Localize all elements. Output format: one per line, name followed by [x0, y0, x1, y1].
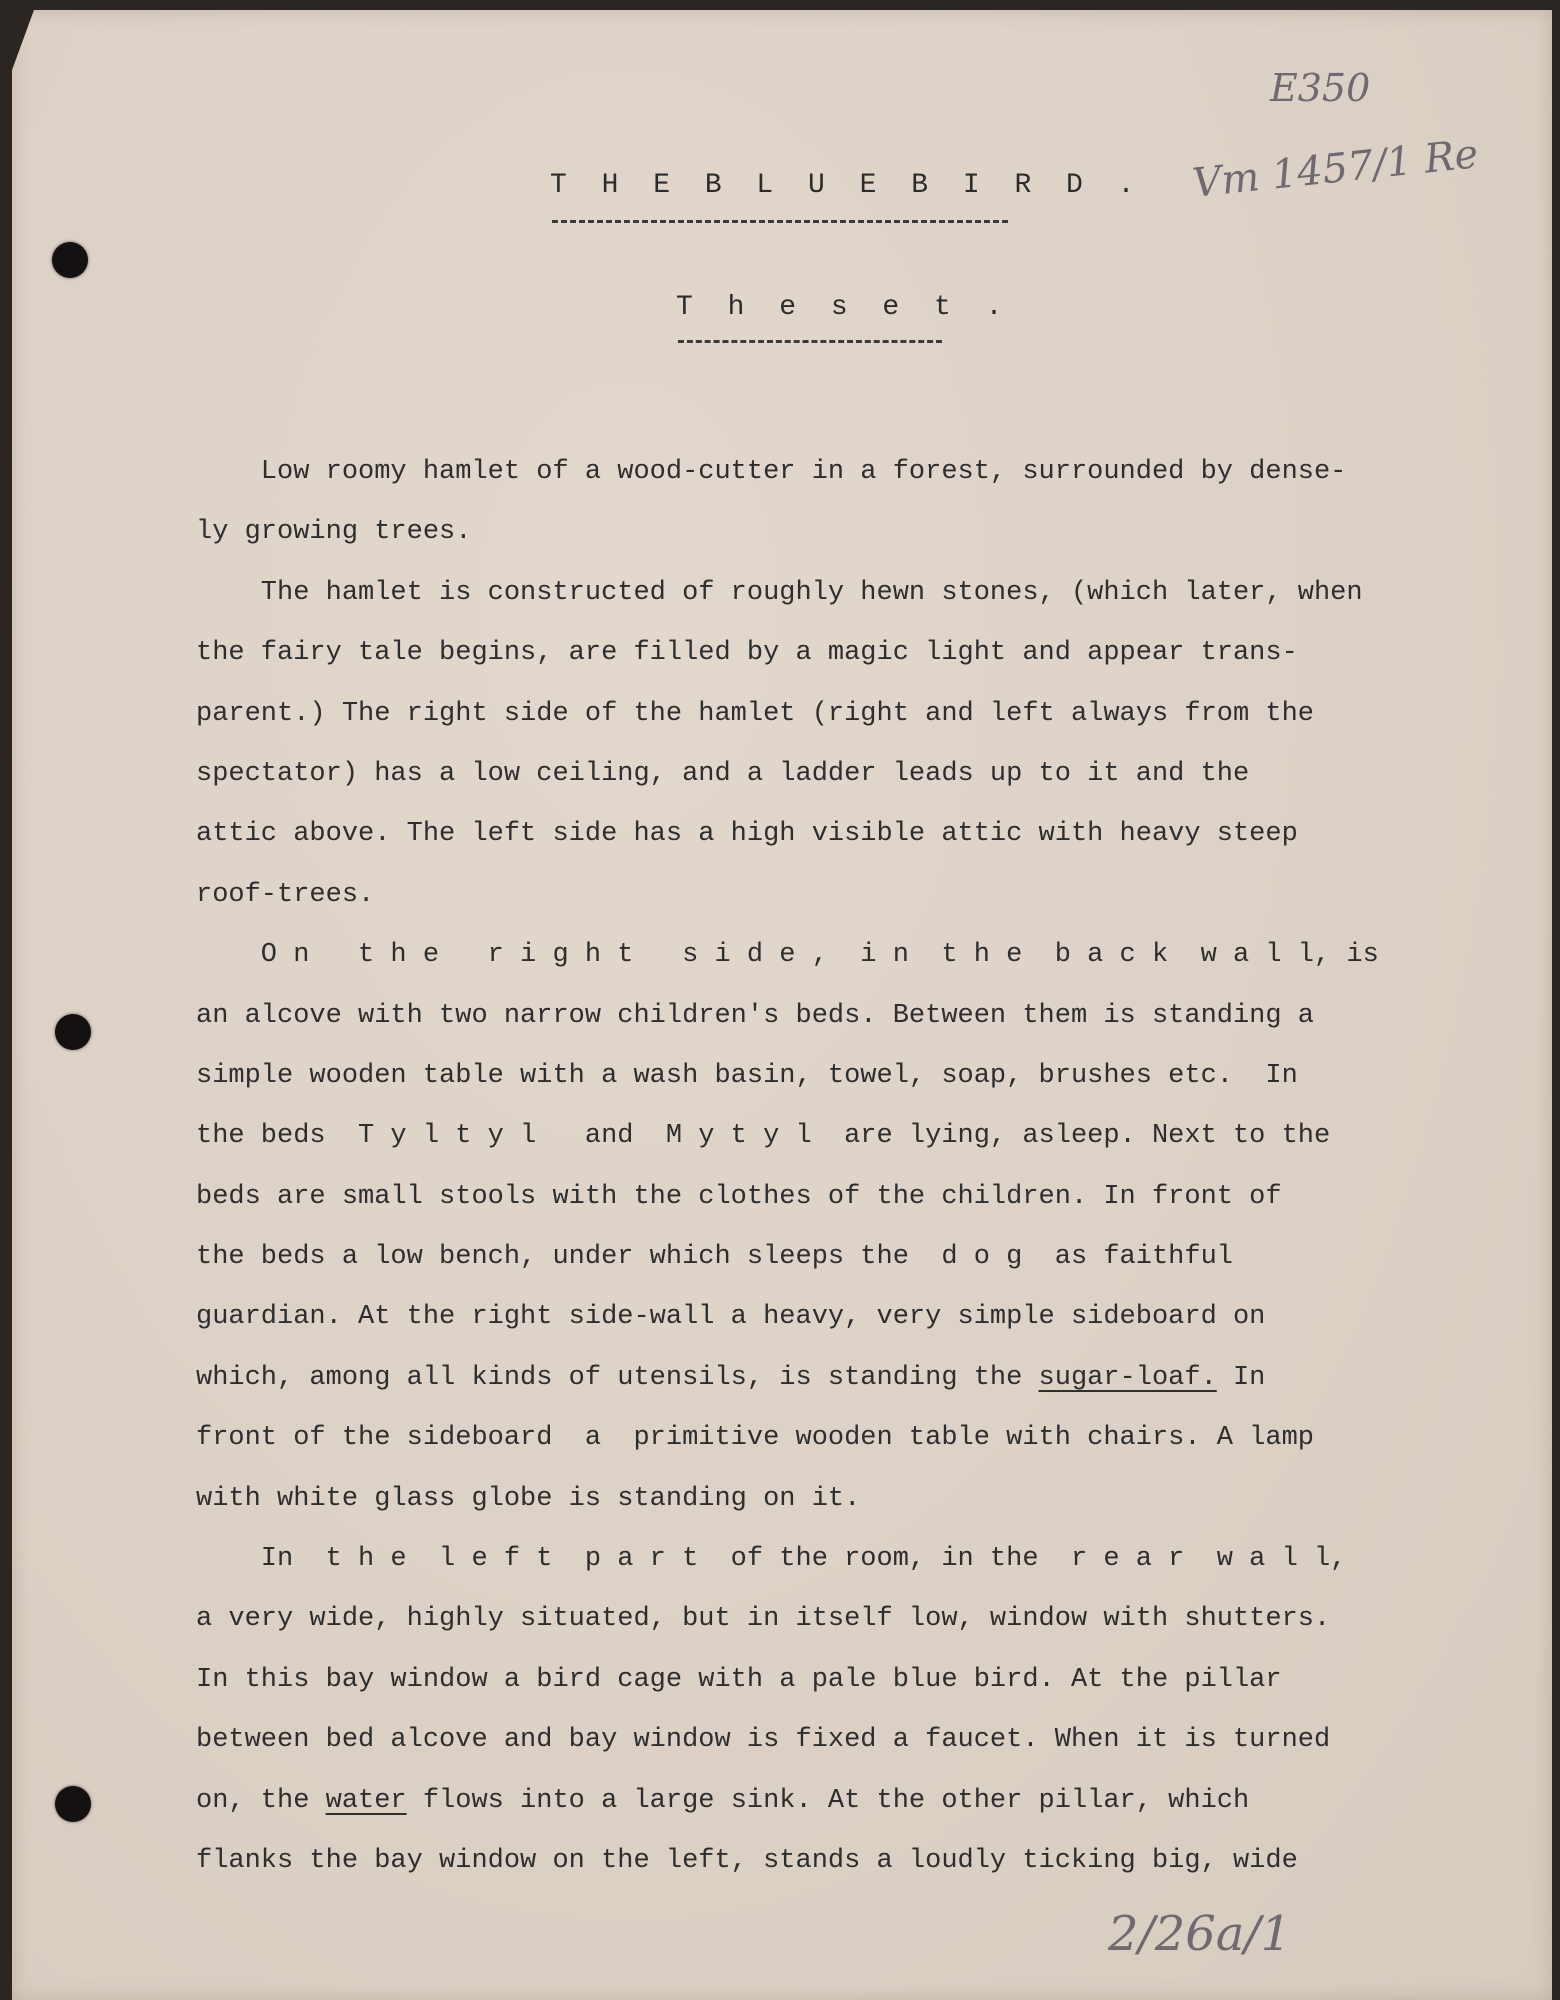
punch-hole-middle — [55, 1014, 91, 1050]
document-title: T H E B L U E B I R D . — [550, 170, 1144, 201]
text-line: parent.) The right side of the hamlet (right and left always from the — [196, 698, 1314, 729]
text-line: the beds a low bench, under which sleeps the d o g as faithful — [196, 1242, 1233, 1273]
text-line-sugar-loaf: which, among all kinds of utensils, is standing the sugar-loaf. In — [196, 1362, 1266, 1393]
text-line: front of the sideboard a primitive wooden table with chairs. A lamp — [196, 1423, 1314, 1454]
text-line: the fairy tale begins, are filled by a magic light and appear trans- — [196, 638, 1298, 669]
text-line: Low roomy hamlet of a wood-cutter in a forest, surrounded by dense- — [196, 457, 1347, 487]
document-body — [196, 442, 1496, 1891]
document-page — [12, 10, 1552, 2000]
text-line: The hamlet is constructed of roughly hewn stones, (which later, when — [196, 577, 1363, 608]
folded-corner — [12, 10, 34, 70]
text-line: In t h e l e f t p a r t of the room, in the r e a r w a l l, — [196, 1544, 1347, 1575]
handwritten-code-bottom: 2/26a/1 — [1108, 1906, 1292, 1962]
text-line: spectator) has a low ceiling, and a ladder leads up to it and the — [196, 758, 1250, 789]
text-line: an alcove with two narrow children's beds. Between them is standing a — [196, 1000, 1314, 1031]
text-line: beds are small stools with the clothes of the children. In front of — [196, 1181, 1282, 1212]
text-line: flanks the bay window on the left, stands a loudly ticking big, wide — [196, 1845, 1298, 1876]
text-line-water: on, the water flows into a large sink. At the other pillar, which — [196, 1785, 1250, 1816]
text-line: between bed alcove and bay window is fixed a faucet. When it is turned — [196, 1725, 1331, 1756]
text-line: In this bay window a bird cage with a pale blue bird. At the pillar — [196, 1664, 1282, 1695]
subtitle-underline — [678, 340, 942, 343]
handwritten-code-top: E350 — [1270, 66, 1371, 110]
text-line: O n t h e r i g h t s i d e , i n t h e b a c k w a l l, is — [196, 940, 1379, 971]
title-underline — [552, 220, 1008, 223]
text-line: with white glass globe is standing on it. — [196, 1483, 861, 1514]
text-line: a very wide, highly situated, but in itself low, window with shutters. — [196, 1604, 1331, 1635]
text-line: attic above. The left side has a high visible attic with heavy steep — [196, 819, 1298, 850]
punch-hole-top — [52, 242, 88, 278]
underlined-water: water — [325, 1785, 407, 1816]
handwritten-archive-ref: Vm 1457/1 Re — [1190, 131, 1481, 207]
document-subtitle: T h e s e t . — [676, 292, 1012, 323]
text-line: the beds T y l t y l and M y t y l are lying, asleep. Next to the — [196, 1121, 1331, 1152]
text-line: simple wooden table with a wash basin, towel, soap, brushes etc. In — [196, 1060, 1298, 1091]
punch-hole-bottom — [55, 1786, 91, 1822]
text-line: guardian. At the right side-wall a heavy, very simple sideboard on — [196, 1302, 1266, 1333]
underlined-sugar-loaf: sugar-loaf. — [1038, 1362, 1217, 1393]
text-line: ly growing trees. — [196, 517, 472, 548]
text-line: roof-trees. — [196, 879, 375, 910]
